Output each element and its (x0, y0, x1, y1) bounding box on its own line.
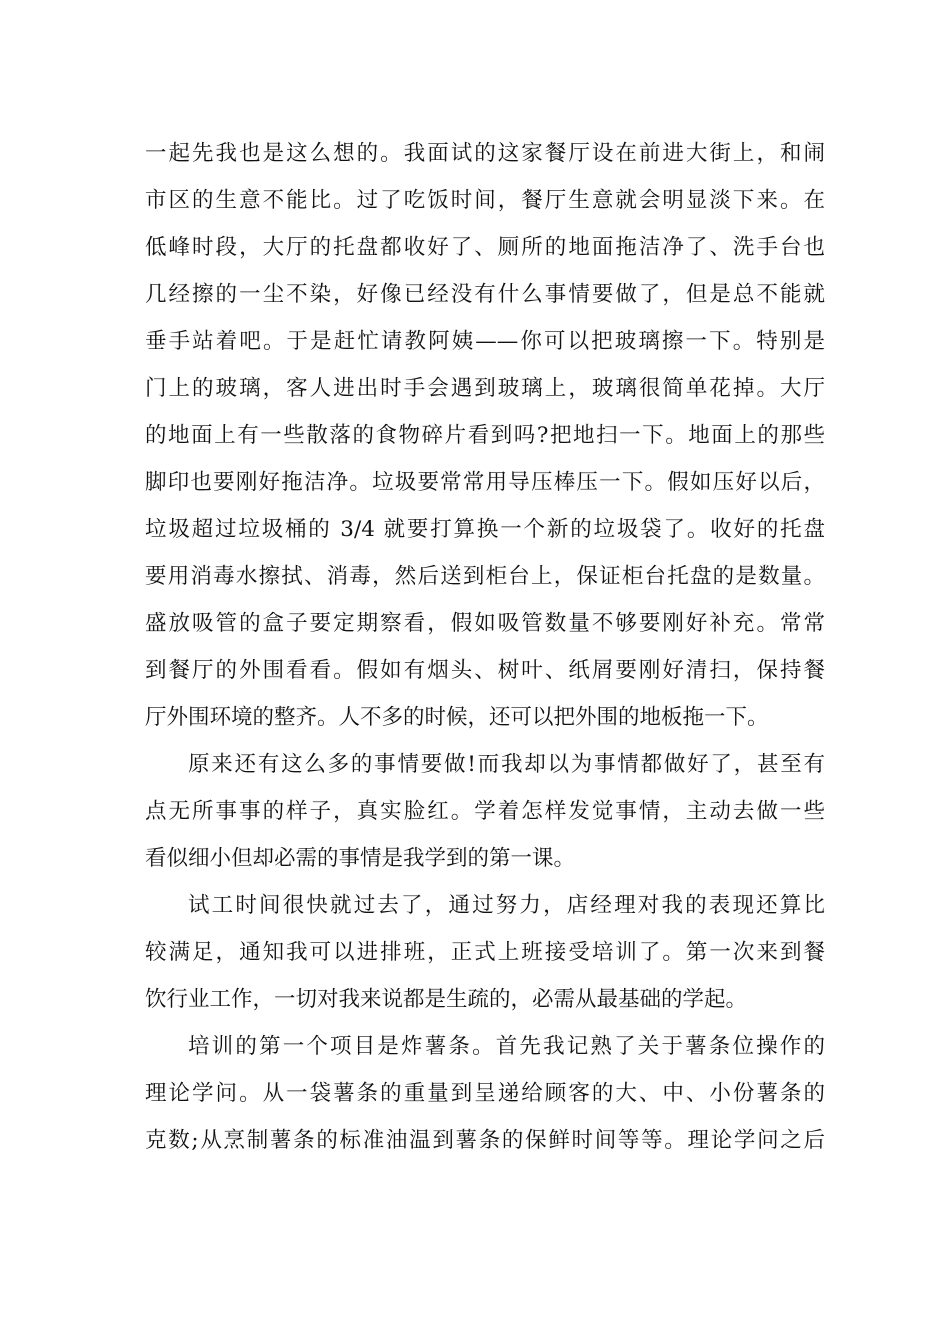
text-line: 脚印也要刚好拖洁净。垃圾要常常用导压棒压一下。假如压好以后， (145, 470, 825, 495)
text-line: 市区的生意不能比。过了吃饭时间，餐厅生意就会明显淡下来。在 (145, 188, 825, 213)
text-line: 垃圾超过垃圾桶的 3/4 就要打算换一个新的垃圾袋了。收好的托盘 (145, 517, 825, 542)
text-line: 原来还有这么多的事情要做!而我却以为事情都做好了，甚至有 (188, 752, 825, 777)
text-line: 较满足，通知我可以进排班，正式上班接受培训了。第一次来到餐 (145, 940, 825, 965)
text-line: 到餐厅的外围看看。假如有烟头、树叶、纸屑要刚好清扫，保持餐 (145, 658, 825, 683)
text-line: 要用消毒水擦拭、消毒，然后送到柜台上，保证柜台托盘的是数量。 (145, 564, 825, 589)
text-line: 盛放吸管的盒子要定期察看，假如吸管数量不够要刚好补充。常常 (145, 611, 825, 636)
text-line: 垂手站着吧。于是赶忙请教阿姨——你可以把玻璃擦一下。特别是 (145, 329, 825, 354)
text-line: 饮行业工作，一切对我来说都是生疏的，必需从最基础的学起。 (145, 987, 748, 1012)
text-line: 培训的第一个项目是炸薯条。首先我记熟了关于薯条位操作的 (188, 1034, 825, 1059)
text-line: 试工时间很快就过去了，通过努力，店经理对我的表现还算比 (188, 893, 825, 918)
text-line: 门上的玻璃，客人进出时手会遇到玻璃上，玻璃很简单花掉。大厅 (145, 376, 825, 401)
text-line: 一起先我也是这么想的。我面试的这家餐厅设在前进大街上，和闹 (145, 141, 825, 166)
text-line: 看似细小但却必需的事情是我学到的第一课。 (145, 846, 576, 871)
text-line: 低峰时段，大厅的托盘都收好了、厕所的地面拖洁净了、洗手台也 (145, 235, 825, 260)
text-line: 几经擦的一尘不染，好像已经没有什么事情要做了，但是总不能就 (145, 282, 825, 307)
document-body (145, 130, 825, 1164)
text-line: 理论学问。从一袋薯条的重量到呈递给顾客的大、中、小份薯条的 (145, 1081, 825, 1106)
text-line: 克数;从烹制薯条的标准油温到薯条的保鲜时间等等。理论学问之后 (145, 1128, 825, 1153)
text-line: 点无所事事的样子，真实脸红。学着怎样发觉事情，主动去做一些 (145, 799, 825, 824)
text-line: 厅外围环境的整齐。人不多的时候，还可以把外围的地板拖一下。 (145, 705, 769, 730)
text-line: 的地面上有一些散落的食物碎片看到吗?把地扫一下。地面上的那些 (145, 423, 825, 448)
